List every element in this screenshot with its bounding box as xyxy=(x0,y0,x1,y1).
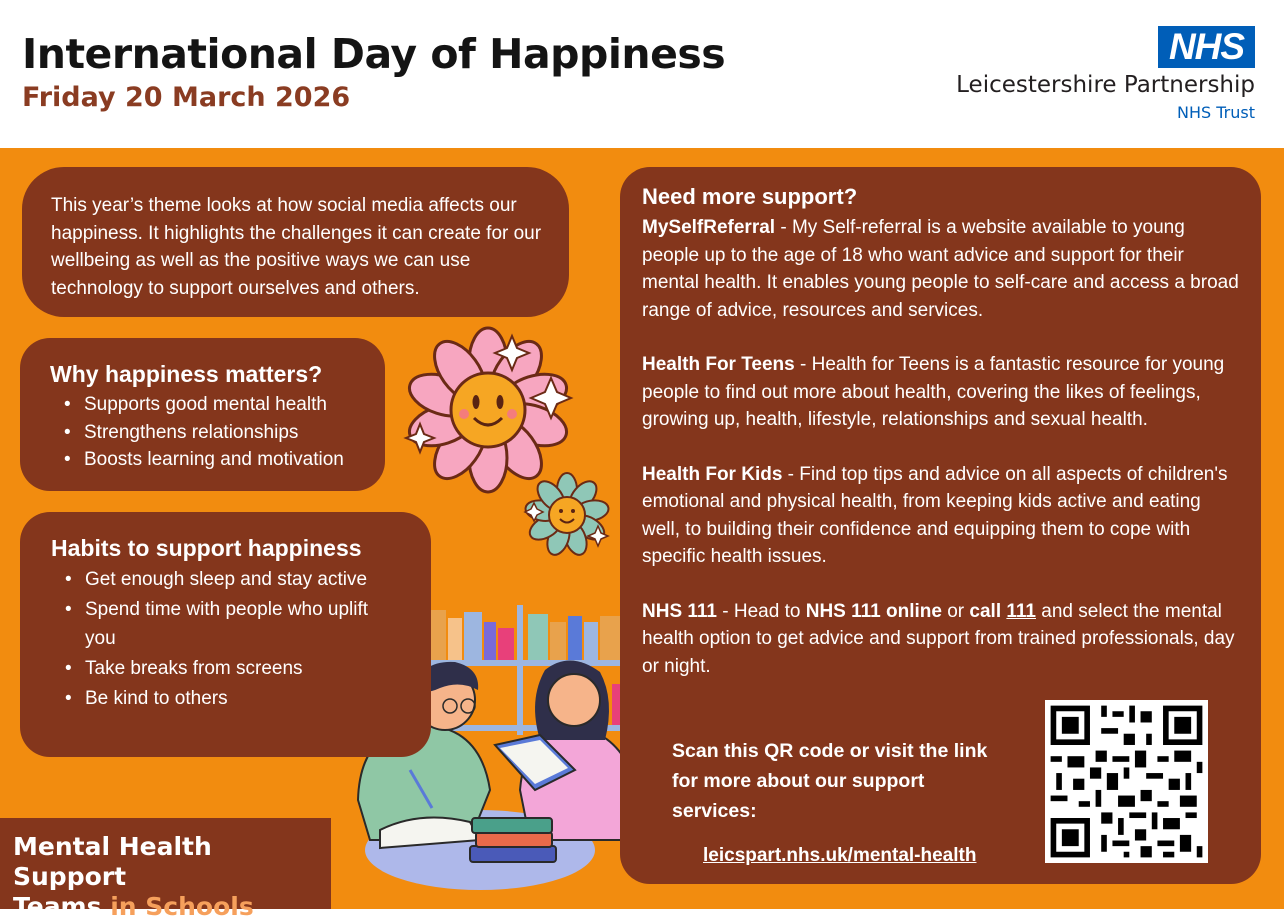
org-name: Leicestershire Partnership xyxy=(956,72,1255,98)
event-date: Friday 20 March 2026 xyxy=(22,82,351,113)
habits-list xyxy=(51,565,385,714)
nhs111-paragraph: NHS 111 - Head to NHS 111 online or call 111 and select the mental health option to get advice and support from trained professionals, day or night. xyxy=(642,600,1235,677)
myselfreferral-title: MySelfReferral xyxy=(642,217,776,238)
why-heading: Why happiness matters? xyxy=(50,361,323,387)
list-item: • Get enough sleep and stay active xyxy=(85,565,385,595)
nhs111-online-link[interactable]: NHS 111 online xyxy=(805,600,942,622)
health-for-teens-title: Health For Teens xyxy=(642,354,795,375)
why-happiness-card xyxy=(20,338,385,491)
why-list xyxy=(50,391,375,474)
nhs111-title: NHS 111 xyxy=(642,600,717,622)
support-heading: Need more support? xyxy=(642,184,858,209)
book-stack-icon xyxy=(470,818,556,862)
call-111-link[interactable]: call 111 xyxy=(969,600,1036,622)
big-flower-icon xyxy=(404,328,572,492)
qr-code-icon[interactable] xyxy=(1045,700,1208,863)
list-item: • Strengthens relationships xyxy=(84,419,375,447)
intro-text: This year’s theme looks at how social media affects our happiness. It highlights the challenges it can create for our wellbeing as well as the positive ways we can use technology to support ourselves and others. xyxy=(51,195,542,299)
health-for-kids-title: Health For Kids xyxy=(642,463,783,485)
habits-heading: Habits to support happiness xyxy=(51,535,362,561)
nhs-logo: NHS xyxy=(1158,26,1255,68)
footer-line-2: Teams in Schools xyxy=(13,892,254,921)
list-item: • Take breaks from screens xyxy=(85,654,385,684)
mhst-footer-badge xyxy=(0,818,331,921)
myselfreferral-paragraph: MySelfReferral - My Self-referral is a website available to young people up to the age of 18 who want advice and support for their mental health. It enables young people to self-care and access a broad range of advice, resources and services. xyxy=(642,217,1239,321)
list-item: • Supports good mental health xyxy=(84,391,375,419)
small-flower-icon xyxy=(524,473,610,558)
support-link[interactable]: leicspart.nhs.uk/mental-health xyxy=(703,845,977,866)
health-for-teens-paragraph: Health For Teens - Health for Teens is a fantastic resource for young people to find out more about health, covering the likes of feelings, growing up, health, lifestyle, relationships and sexual health. xyxy=(642,354,1225,430)
list-item: • Boosts learning and motivation xyxy=(84,446,375,474)
health-for-kids-paragraph: Health For Kids - Find top tips and advice on all aspects of children's emotional and physical health, from keeping kids active and eating well, to building their confidence and equipping them to cope with specific health issues. xyxy=(642,463,1228,567)
qr-instructions: Scan this QR code or visit the link for more about our support services: xyxy=(672,740,988,822)
page-title: International Day of Happiness xyxy=(22,30,726,78)
footer-line-1: Mental Health Support xyxy=(13,832,212,891)
org-subtitle: NHS Trust xyxy=(1177,103,1255,122)
list-item: • Be kind to others xyxy=(85,684,385,714)
list-item: • Spend time with people who uplift you xyxy=(85,595,385,654)
intro-card xyxy=(22,167,569,317)
habits-card xyxy=(20,512,431,757)
